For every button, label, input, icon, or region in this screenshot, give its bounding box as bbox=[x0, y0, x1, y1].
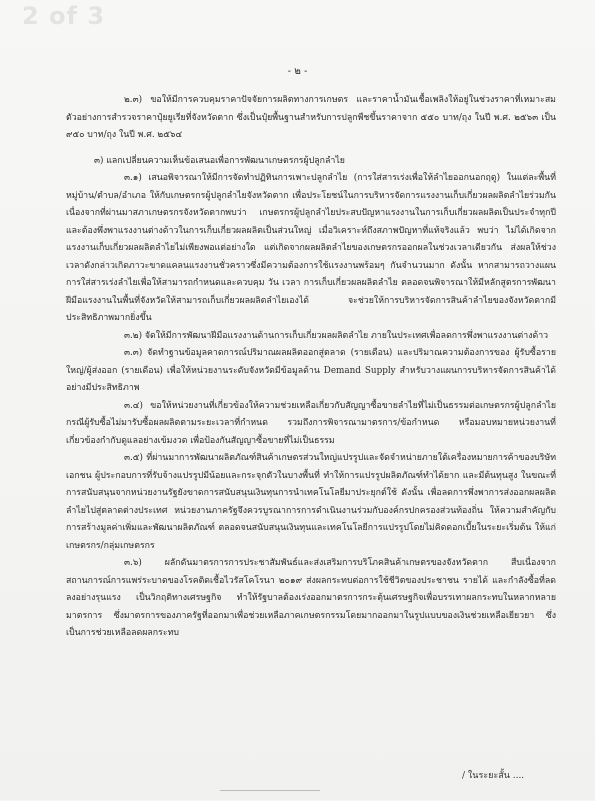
paragraph: ๓.๕) ที่ผ่านมาการพัฒนาผลิตภัณฑ์สินค้าเกษตรส่วนใหญ่แปรรูปและจัดจำหน่ายภายใต้เครื่องหมายการค้าของบริษัทเอกชน ผู้ประกอบการที่รับจ้างแปรรูปมีน้อยและกระจุกตัวในบางพื้นที่ ทำให้การแปรรูปผลิตภัณฑ์ทำได้ยาก และมีต้นทุนสูง ในขณะที่การสนับสนุนจากหน่วยงานรัฐยังขาดการสนับสนุนเงินทุนการนำเทคโนโลยีมาประยุกต์ใช้ ดังนั้น เพื่อลดการพึ่งพาการส่งออกผลผลิตลำไยไปสู่ตลาดต่างประเทศ หน่วยงานภาครัฐจึงควรบูรณาการการดำเนินงานร่วมกับองค์กรปกครองส่วนท้องถิ่น ให้ความสำคัญกับการสร้างมูลค่าเพิ่มและพัฒนาผลิตภัณฑ์ ตลอดจนสนับสนุนเงินทุนและเทคโนโลยีการแปรรูปโดยไม่คิดดอกเบี้ยในระยะเริ่มต้น ให้แก่เกษตรกร/กลุ่มเกษตรกร bbox=[66, 453, 556, 551]
signature-line bbox=[220, 790, 320, 801]
paragraph-gap bbox=[66, 145, 556, 153]
paragraph: ๓) แลกเปลี่ยนความเห็นข้อเสนอเพื่อการพัฒนาเกษตรกรผู้ปลูกลำไย bbox=[94, 155, 345, 166]
document-body bbox=[66, 92, 556, 643]
paragraph: ๓.๑) เสนอพิจารณาให้มีการจัดทำปฏิทินการเพาะปลูกลำไย (การใส่สารเร่งเพื่อให้ลำไยออกนอกฤดู) ในแต่ละพื้นที่หมู่บ้าน/ตำบล/อำเภอ ให้กับเกษตรกรผู้ปลูกลำไยจังหวัดตาก เพื่อประโยชน์ในการบริหารจัดการแรงงานเก็บเกี่ยวผลผลิตลำไยร่วมกัน เนื่องจากที่ผ่านมาสภาเกษตรกรจังหวัดตากพบว่า เกษตรกรผู้ปลูกลำไยประสบปัญหาแรงงานในการเก็บเกี่ยวผลผลิตเป็นประจำทุกปี และต้องพึ่งพาแรงงานต่างด้าวในการเก็บเกี่ยวผลผลิตเป็นส่วนใหญ่ เมื่อวิเคราะห์ถึงสภาพปัญหาที่แท้จริงแล้ว พบว่า ไม่ได้เกิดจากแรงงานเก็บเกี่ยวผลผลิตลำไยไม่เพียงพอแต่อย่างใด แต่เกิดจากผลผลิตลำไยของเกษตรกรออกผลในช่วงเวลาเดียวกัน ส่งผลให้ช่วงเวลาดังกล่าวเกิดภาวะขาดแคลนแรงงานชั่วคราวซึ่งมีความต้องการใช้แรงงานพร้อมๆ กันจำนวนมาก ดังนั้น หากสามารถวางแผนการใส่สารเร่งลำไยเพื่อให้สามารถกำหนดและควบคุม วัน เวลา การเก็บเกี่ยวผลผลิตลำไย ตลอดจนพิจารณาให้มีหลักสูตรการพัฒนาฝีมือแรงงานในพื้นที่จังหวัดให้สามารถเก็บเกี่ยวผลผลิตลำไยเองได้ จะช่วยให้การบริหารจัดการสินค้าลำไยของจังหวัดตากมีประสิทธิภาพมากยิ่งขึ้น bbox=[66, 173, 556, 323]
paragraph: ๓.๒) จัดให้มีการพัฒนาฝีมือแรงงานด้านการเก็บเกี่ยวผลผลิตลำไย ภายในประเทศเพื่อลดการพึ่งพาแรงงานต่างด้าว bbox=[124, 330, 549, 341]
paragraph: ๒.๓) ขอให้มีการควบคุมราคาปัจจัยการผลิตทางการเกษตร และราคาน้ำมันเชื้อเพลิงให้อยู่ในช่วงราคาที่เหมาะสม ตัวอย่างการสำรวจราคาปุ๋ยยูเรียที่จังหวัดตาก ซึ่งเป็นปุ๋ยพื้นฐานสำหรับการปลูกพืชขึ้นราคาจาก ๕๕๐ บาท/ถุง ในปี พ.ศ. ๒๕๖๓ เป็น ๙๕๐ บาท/ถุง ในปี พ.ศ. ๒๕๖๔ bbox=[66, 95, 556, 140]
continuation-note: / ในระยะสั้น .... bbox=[462, 771, 525, 781]
paragraph: ๓.๓) จัดทำฐานข้อมูลคาดการณ์ปริมาณผลผลิตออกสู่ตลาด (รายเดือน) และปริมาณความต้องการของ ผู้รับซื้อรายใหญ่/ผู้ส่งออก (รายเดือน) เพื่อให้หน่วยงานระดับจังหวัดมีข้อมูลด้าน Demand Supply สำหรับวางแผนการบริหารจัดการสินค้าได้อย่างมีประสิทธิภาพ bbox=[66, 348, 556, 393]
paragraph: ๓.๖) ผลักดันมาตรการการประชาสัมพันธ์และส่งเสริมการบริโภคสินค้าเกษตรของจังหวัดตาก สืบเนื่องจากสถานการณ์การแพร่ระบาดของโรคติดเชื้อไวรัสโคโรนา ๒๐๑๙ ส่งผลกระทบต่อการใช้ชีวิตของประชาชน รายได้ และกำลังซื้อที่ลดลงอย่างรุนแรง เป็นวิกฤติทางเศรษฐกิจ ทำให้รัฐบาลต้องเร่งออกมาตรการกระตุ้นเศรษฐกิจเพื่อบรรเทาผลกระทบในหลากหลายมาตรการ ซึ่งมาตรการของภาครัฐที่ออกมาเพื่อช่วยเหลือภาคเกษตรกรรมโดยมากออกมาในรูปแบบของเงินช่วยเหลือเยียวยา ซึ่งเป็นการช่วยเหลือลดผลกระทบ bbox=[66, 558, 556, 638]
page-number: - ๒ - bbox=[287, 66, 308, 77]
paragraph: ๓.๔) ขอให้หน่วยงานที่เกี่ยวข้องให้ความช่วยเหลือเกี่ยวกับสัญญาซื้อขายลำไยที่ไม่เป็นธรรมต่อเกษตรกรผู้ปลูกลำไย กรณีผู้รับซื้อไม่มารับซื้อผลผลิตตามระยะเวลาที่กำหนด รวมถึงการพิจารณามาตรการ/ข้อกำหนด หรือมอบหมายหน่วยงานที่เกี่ยวข้องกำกับดูแลอย่างเข้มงวด เพื่อป้องกันสัญญาซื้อขายที่ไม่เป็นธรรม bbox=[66, 400, 556, 446]
page-counter-watermark: 2 of 3 bbox=[22, 2, 106, 30]
